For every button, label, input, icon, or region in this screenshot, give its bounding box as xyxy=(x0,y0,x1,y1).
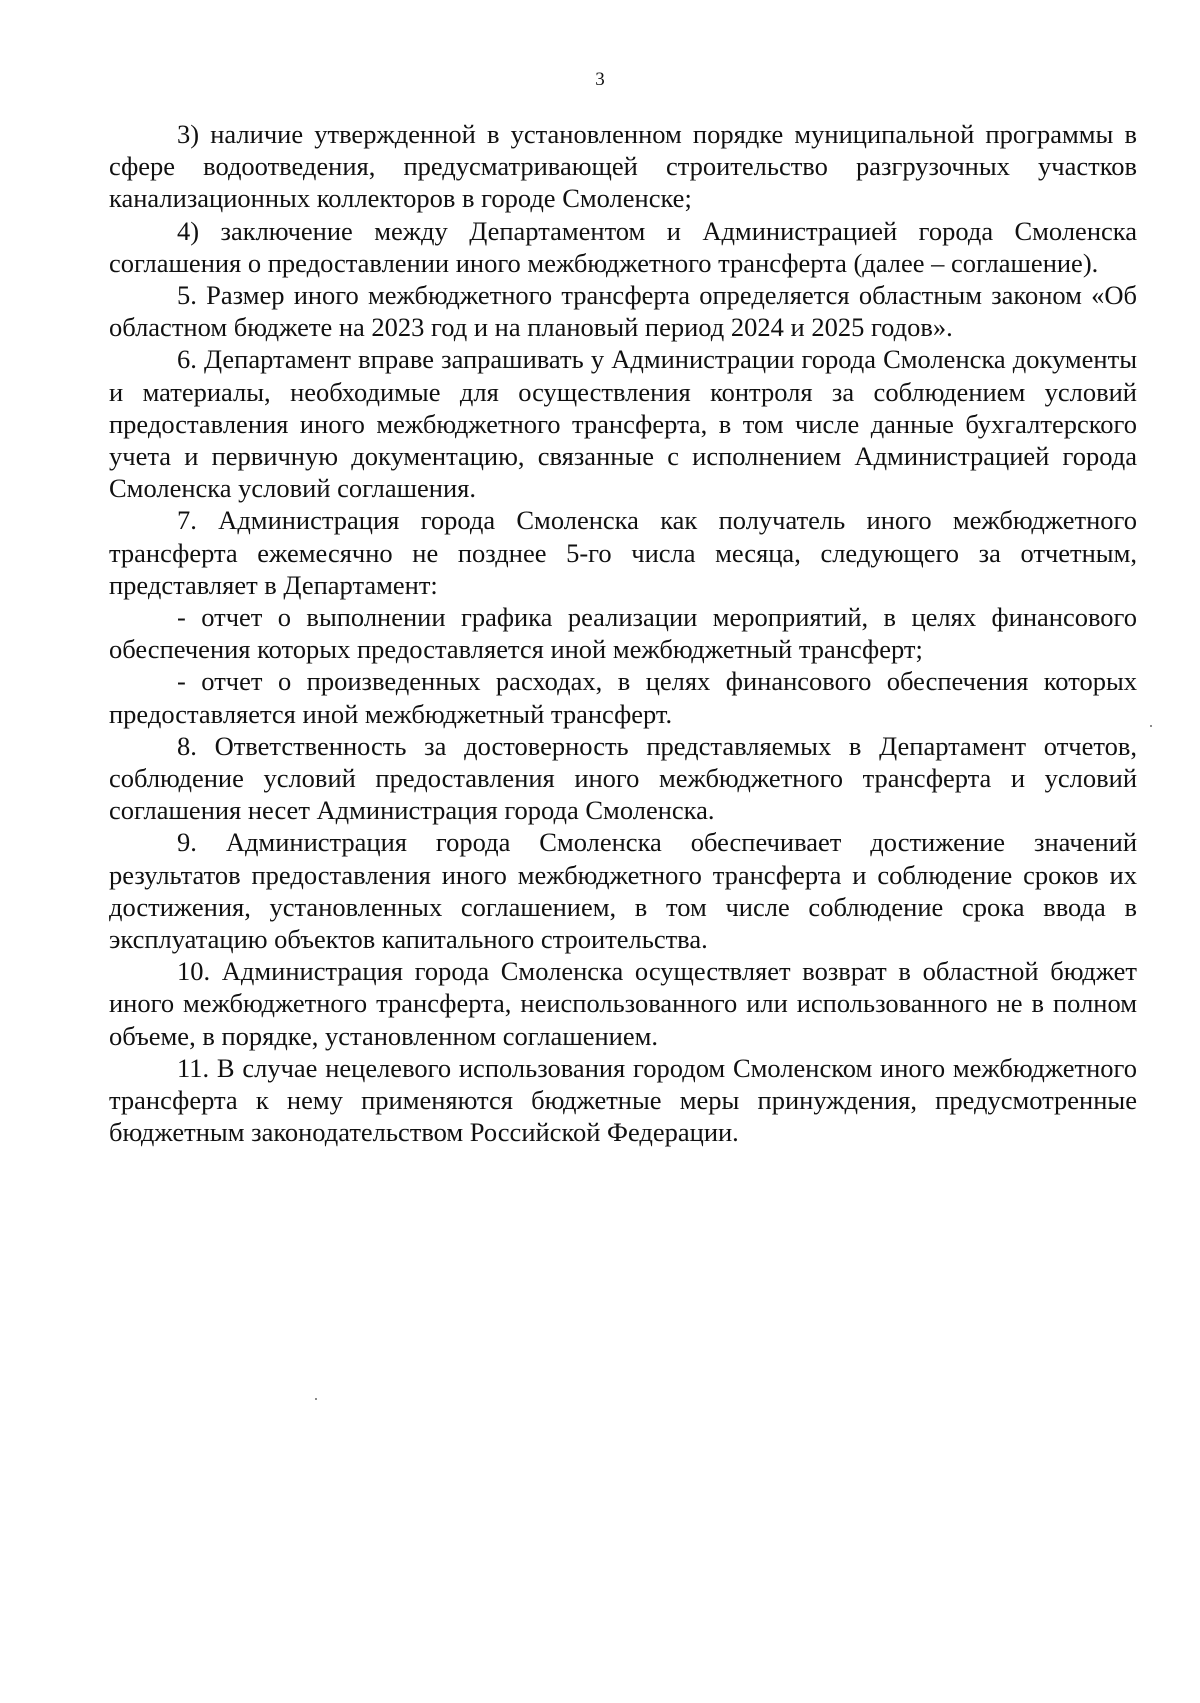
scan-speck xyxy=(1150,725,1152,727)
list-item-schedule-report: - отчет о выполнении графика реализации мероприятий, в целях финансового обеспечения которых предоставляется иной межбюджетный трансферт; xyxy=(109,602,1137,665)
paragraph-5-transfer-amount: 5. Размер иного межбюджетного трансферта определяется областным законом «Об областном бюджете на 2023 год и на плановый период 2024 и 2025 годов». xyxy=(109,280,1137,343)
paragraph-6-department-requests: 6. Департамент вправе запрашивать у Администрации города Смоленска документы и материалы, необходимые для осуществления контроля за соблюдением условий предоставления иного межбюджетного трансферта, в том числе данные бухгалтерского учета и первичную документацию, связанные с исполнением Администрацией города Смоленска условий соглашения. xyxy=(109,344,1137,504)
list-item-expenses-report: - отчет о произведенных расходах, в целях финансового обеспечения которых предоставляется иной межбюджетный трансферт. xyxy=(109,666,1137,729)
page-number: 3 xyxy=(595,69,605,90)
paragraph-7-monthly-reports: 7. Администрация города Смоленска как получатель иного межбюджетного трансферта ежемесячно не позднее 5-го числа месяца, следующего за отчетным, представляет в Департамент: xyxy=(109,505,1137,600)
paragraph-10-refund: 10. Администрация города Смоленска осуществляет возврат в областной бюджет иного межбюджетного трансферта, неиспользованного или использованного не в полном объеме, в порядке, установленном соглашением. xyxy=(109,956,1137,1051)
document-body xyxy=(109,118,1137,1149)
paragraph-9-results: 9. Администрация города Смоленска обеспечивает достижение значений результатов предоставления иного межбюджетного трансферта и соблюдение сроков их достижения, установленных соглашением, в том числе соблюдение срока ввода в эксплуатацию объектов капитального строительства. xyxy=(109,827,1137,955)
paragraph-8-responsibility: 8. Ответственность за достоверность представляемых в Департамент отчетов, соблюдение условий предоставления иного межбюджетного трансферта и условий соглашения несет Администрация города Смоленска. xyxy=(109,730,1137,826)
scan-speck xyxy=(315,1398,317,1400)
paragraph-item-4-agreement: 4) заключение между Департаментом и Администрацией города Смоленска соглашения о предоставлении иного межбюджетного трансферта (далее – соглашение). xyxy=(109,215,1137,278)
paragraph-11-enforcement: 11. В случае нецелевого использования городом Смоленском иного межбюджетного трансферта к нему применяются бюджетные меры принуждения, предусмотренные бюджетным законодательством Российской Федерации. xyxy=(109,1052,1137,1148)
paragraph-item-3-municipal-program: 3) наличие утвержденной в установленном порядке муниципальной программы в сфере водоотведения, предусматривающей строительство разгрузочных участков канализационных коллекторов в городе Смоленске; xyxy=(109,119,1137,214)
